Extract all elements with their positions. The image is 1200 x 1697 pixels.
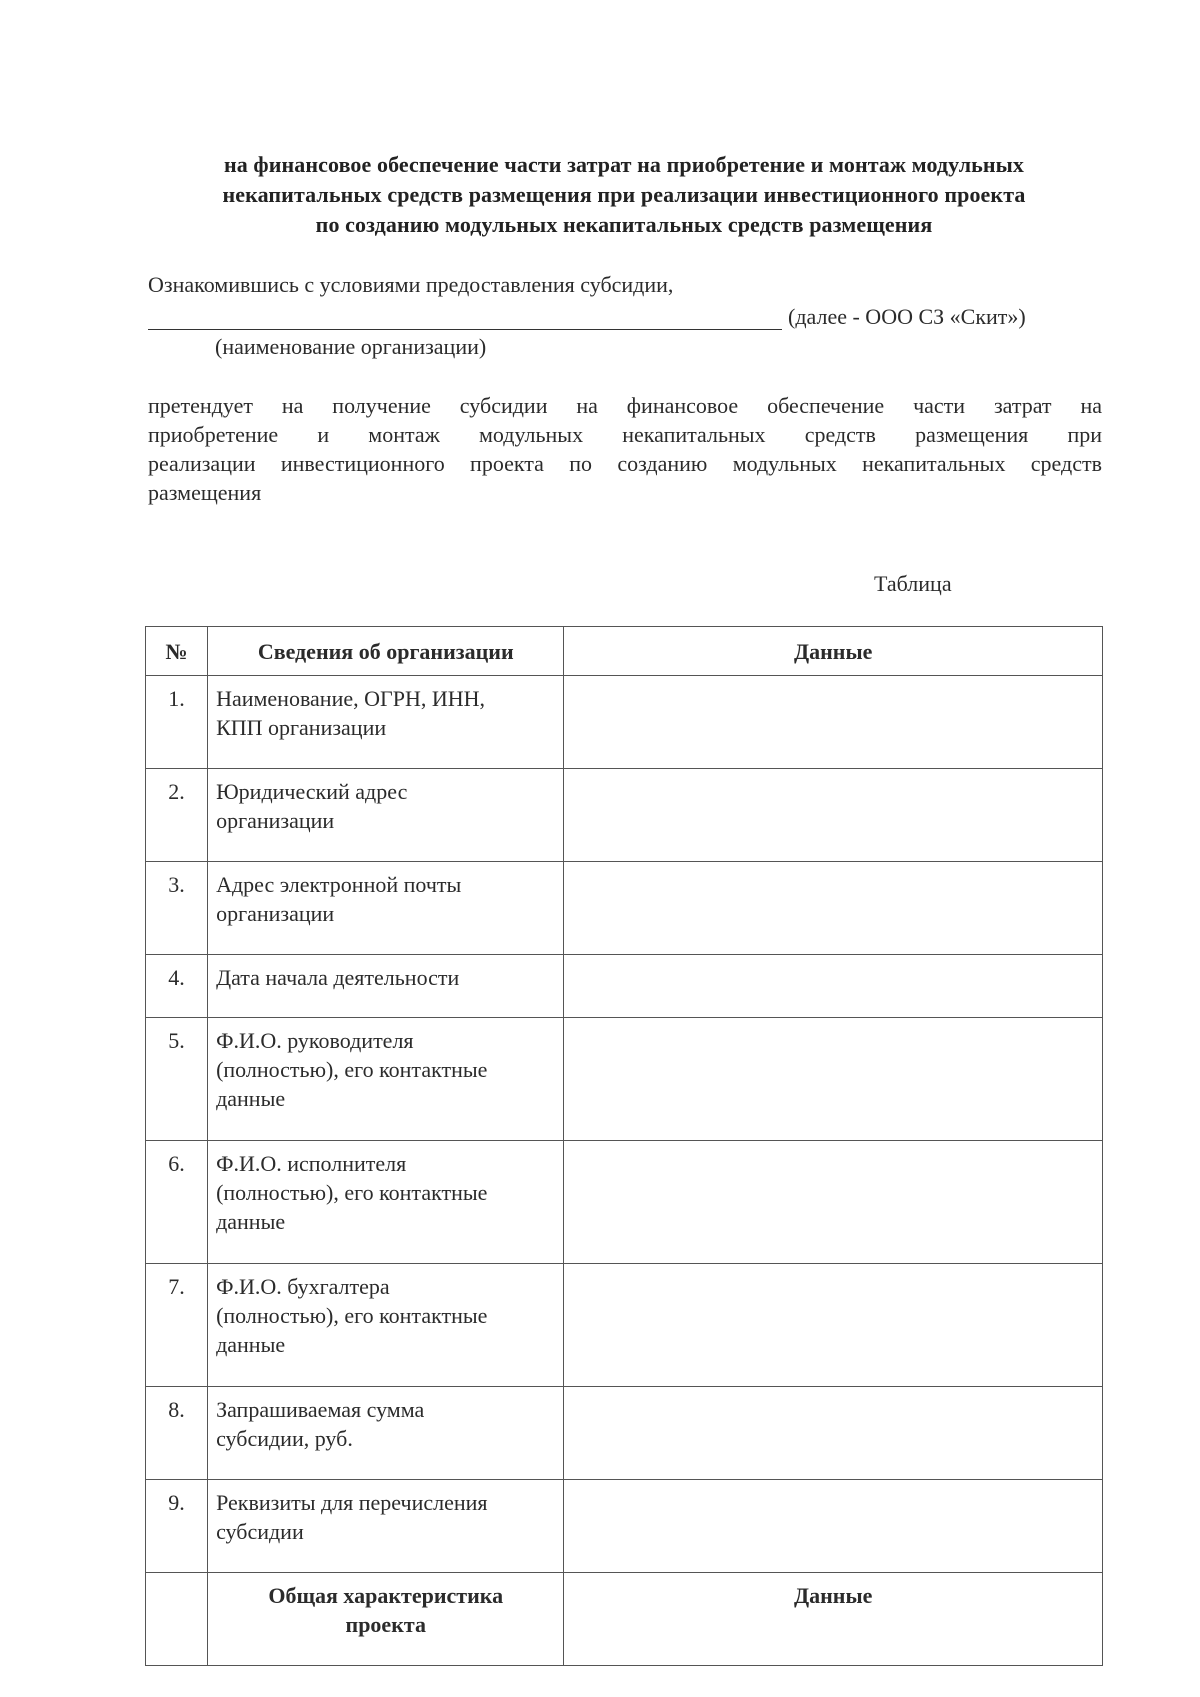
info-label-line: данные [216,1332,286,1357]
row-number: 2. [146,769,208,862]
paragraph-line: размещения [148,480,262,505]
table-body [146,676,1103,1666]
row-data-cell[interactable] [564,1480,1103,1573]
section-title-line: Общая характеристика [268,1583,504,1608]
row-number: 5. [146,1018,208,1141]
table-row [146,1387,1103,1480]
table-row [146,1480,1103,1573]
info-label-line: организации [216,901,335,926]
document-title [148,150,1100,240]
abbreviation-note: (далее - ООО СЗ «Скит») [788,304,1026,329]
table-row [146,769,1103,862]
row-info-label [208,769,564,862]
row-info-label [208,1480,564,1573]
title-line: по созданию модульных некапитальных средств размещения [315,212,933,237]
info-label-line: данные [216,1209,286,1234]
info-label-line: Наименование, ОГРН, ИНН, [216,686,486,711]
section-data-header: Данные [564,1573,1103,1666]
section-title-line: проекта [345,1612,426,1637]
table-row [146,676,1103,769]
section-title [208,1573,564,1666]
info-label-line: Ф.И.О. бухгалтера [216,1274,390,1299]
row-data-cell[interactable] [564,862,1103,955]
info-label-line: (полностью), его контактные [216,1303,488,1328]
row-number: 3. [146,862,208,955]
header-data: Данные [564,627,1103,676]
info-label-line: Дата начала деятельности [216,965,460,990]
info-label-line: Ф.И.О. исполнителя [216,1151,407,1176]
table-row [146,1018,1103,1141]
paragraph-line: приобретение и монтаж модульных некапитальных средств размещения при [148,422,1102,447]
info-label-line: данные [216,1086,286,1111]
paragraph-line: претендует на получение субсидии на финансовое обеспечение части затрат на [148,393,1102,418]
row-number: 7. [146,1264,208,1387]
table-row [146,862,1103,955]
row-info-label [208,1141,564,1264]
row-info-label [208,1264,564,1387]
row-data-cell[interactable] [564,676,1103,769]
row-info-label [208,1387,564,1480]
row-info-label [208,1018,564,1141]
info-label-line: субсидии, руб. [216,1426,353,1451]
info-label-line: субсидии [216,1519,304,1544]
paragraph-line: реализации инвестиционного проекта по созданию модульных некапитальных средств [148,451,1102,476]
row-info-label [208,955,564,1018]
row-data-cell[interactable] [564,1141,1103,1264]
row-data-cell[interactable] [564,955,1103,1018]
organization-info-table [145,626,1103,1666]
info-label-line: (полностью), его контактные [216,1057,488,1082]
row-number: 6. [146,1141,208,1264]
info-label-line: Реквизиты для перечисления [216,1490,488,1515]
intro-text: Ознакомившись с условиями предоставления субсидии, [148,272,674,297]
header-number: № [146,627,208,676]
row-number: 8. [146,1387,208,1480]
table-row [146,1264,1103,1387]
table-row [146,1141,1103,1264]
table-header-row [146,627,1103,676]
info-label-line: Ф.И.О. руководителя [216,1028,414,1053]
row-number: 1. [146,676,208,769]
row-number: 9. [146,1480,208,1573]
row-data-cell[interactable] [564,1387,1103,1480]
row-info-label [208,676,564,769]
header-organization-info: Сведения об организации [208,627,564,676]
row-number [146,1573,208,1666]
info-label-line: Запрашиваемая сумма [216,1397,425,1422]
info-label-line: Адрес электронной почты [216,872,462,897]
title-line: на финансовое обеспечение части затрат на приобретение и монтаж модульных [223,152,1025,177]
row-data-cell[interactable] [564,769,1103,862]
application-paragraph [148,391,1102,507]
table-section-header-row [146,1573,1103,1666]
info-label-line: КПП организации [216,715,387,740]
info-label-line: организации [216,808,335,833]
table-label: Таблица [874,571,952,596]
row-number: 4. [146,955,208,1018]
title-line: некапитальных средств размещения при реализации инвестиционного проекта [222,182,1026,207]
info-label-line: (полностью), его контактные [216,1180,488,1205]
organization-name-caption: (наименование организации) [215,334,487,359]
info-label-line: Юридический адрес [216,779,408,804]
row-data-cell[interactable] [564,1018,1103,1141]
table-row [146,955,1103,1018]
row-info-label [208,862,564,955]
row-data-cell[interactable] [564,1264,1103,1387]
organization-name-blank-line[interactable] [148,329,782,330]
